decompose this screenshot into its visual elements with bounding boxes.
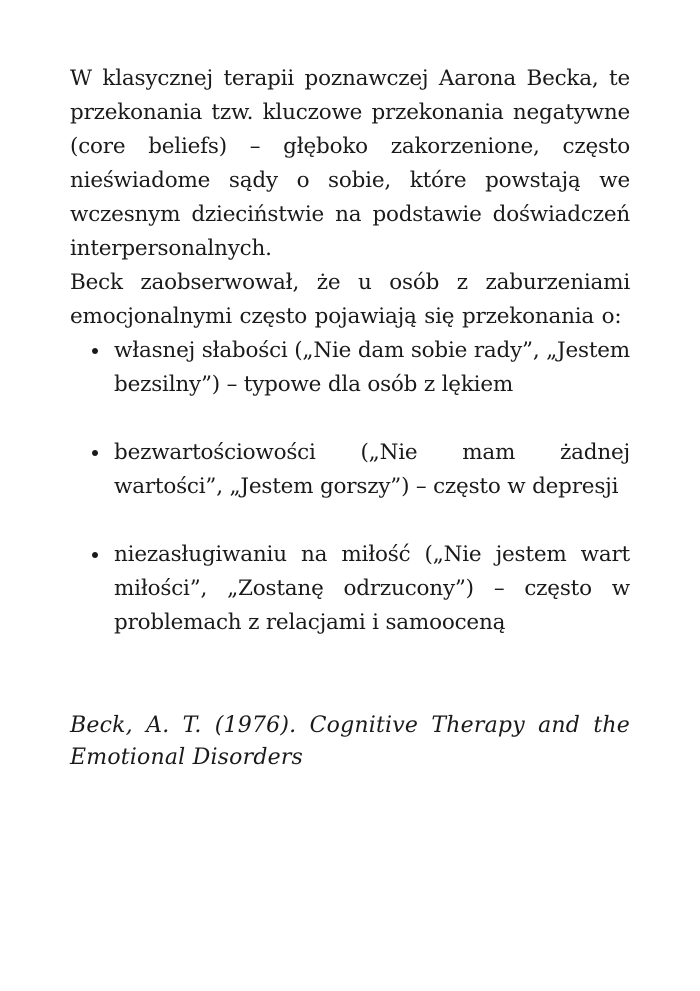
citation: Beck, A. T. (1976). Cognitive Therapy and the Emotional Disorders [70, 713, 630, 770]
intro-paragraph: W klasycznej terapii poznawczej Aarona Becka, te przekonania tzw. kluczowe przekonania negatywne (core beliefs) – głęboko zakorzenione, często nieświadome sądy o sobie, które powstają we wczesnym dzieciństwie na podstawie doświadczeń interpersonalnych. [70, 66, 630, 261]
belief-text: własnej słabości („Nie dam sobie rady”, „Jestem bezsilny”) – typowe dla osób z lękiem [114, 338, 630, 397]
bullet-icon [92, 552, 98, 558]
beliefs-list [70, 334, 630, 640]
observation-paragraph: Beck zaobserwował, że u osób z zaburzeniami emocjonalnymi często pojawiają się przekonania o: [70, 270, 630, 329]
belief-text: bezwartościowości („Nie mam żadnej wartości”, „Jestem gorszy”) – często w depresji [114, 440, 630, 499]
bullet-icon [92, 450, 98, 456]
belief-text: niezasługiwaniu na miłość („Nie jestem wart miłości”, „Zostanę odrzucony”) – często w problemach z relacjami i samooceną [114, 542, 630, 635]
list-item [92, 334, 630, 402]
document-page [70, 62, 630, 774]
list-item [92, 436, 630, 504]
list-item [92, 538, 630, 640]
bullet-icon [92, 348, 98, 354]
